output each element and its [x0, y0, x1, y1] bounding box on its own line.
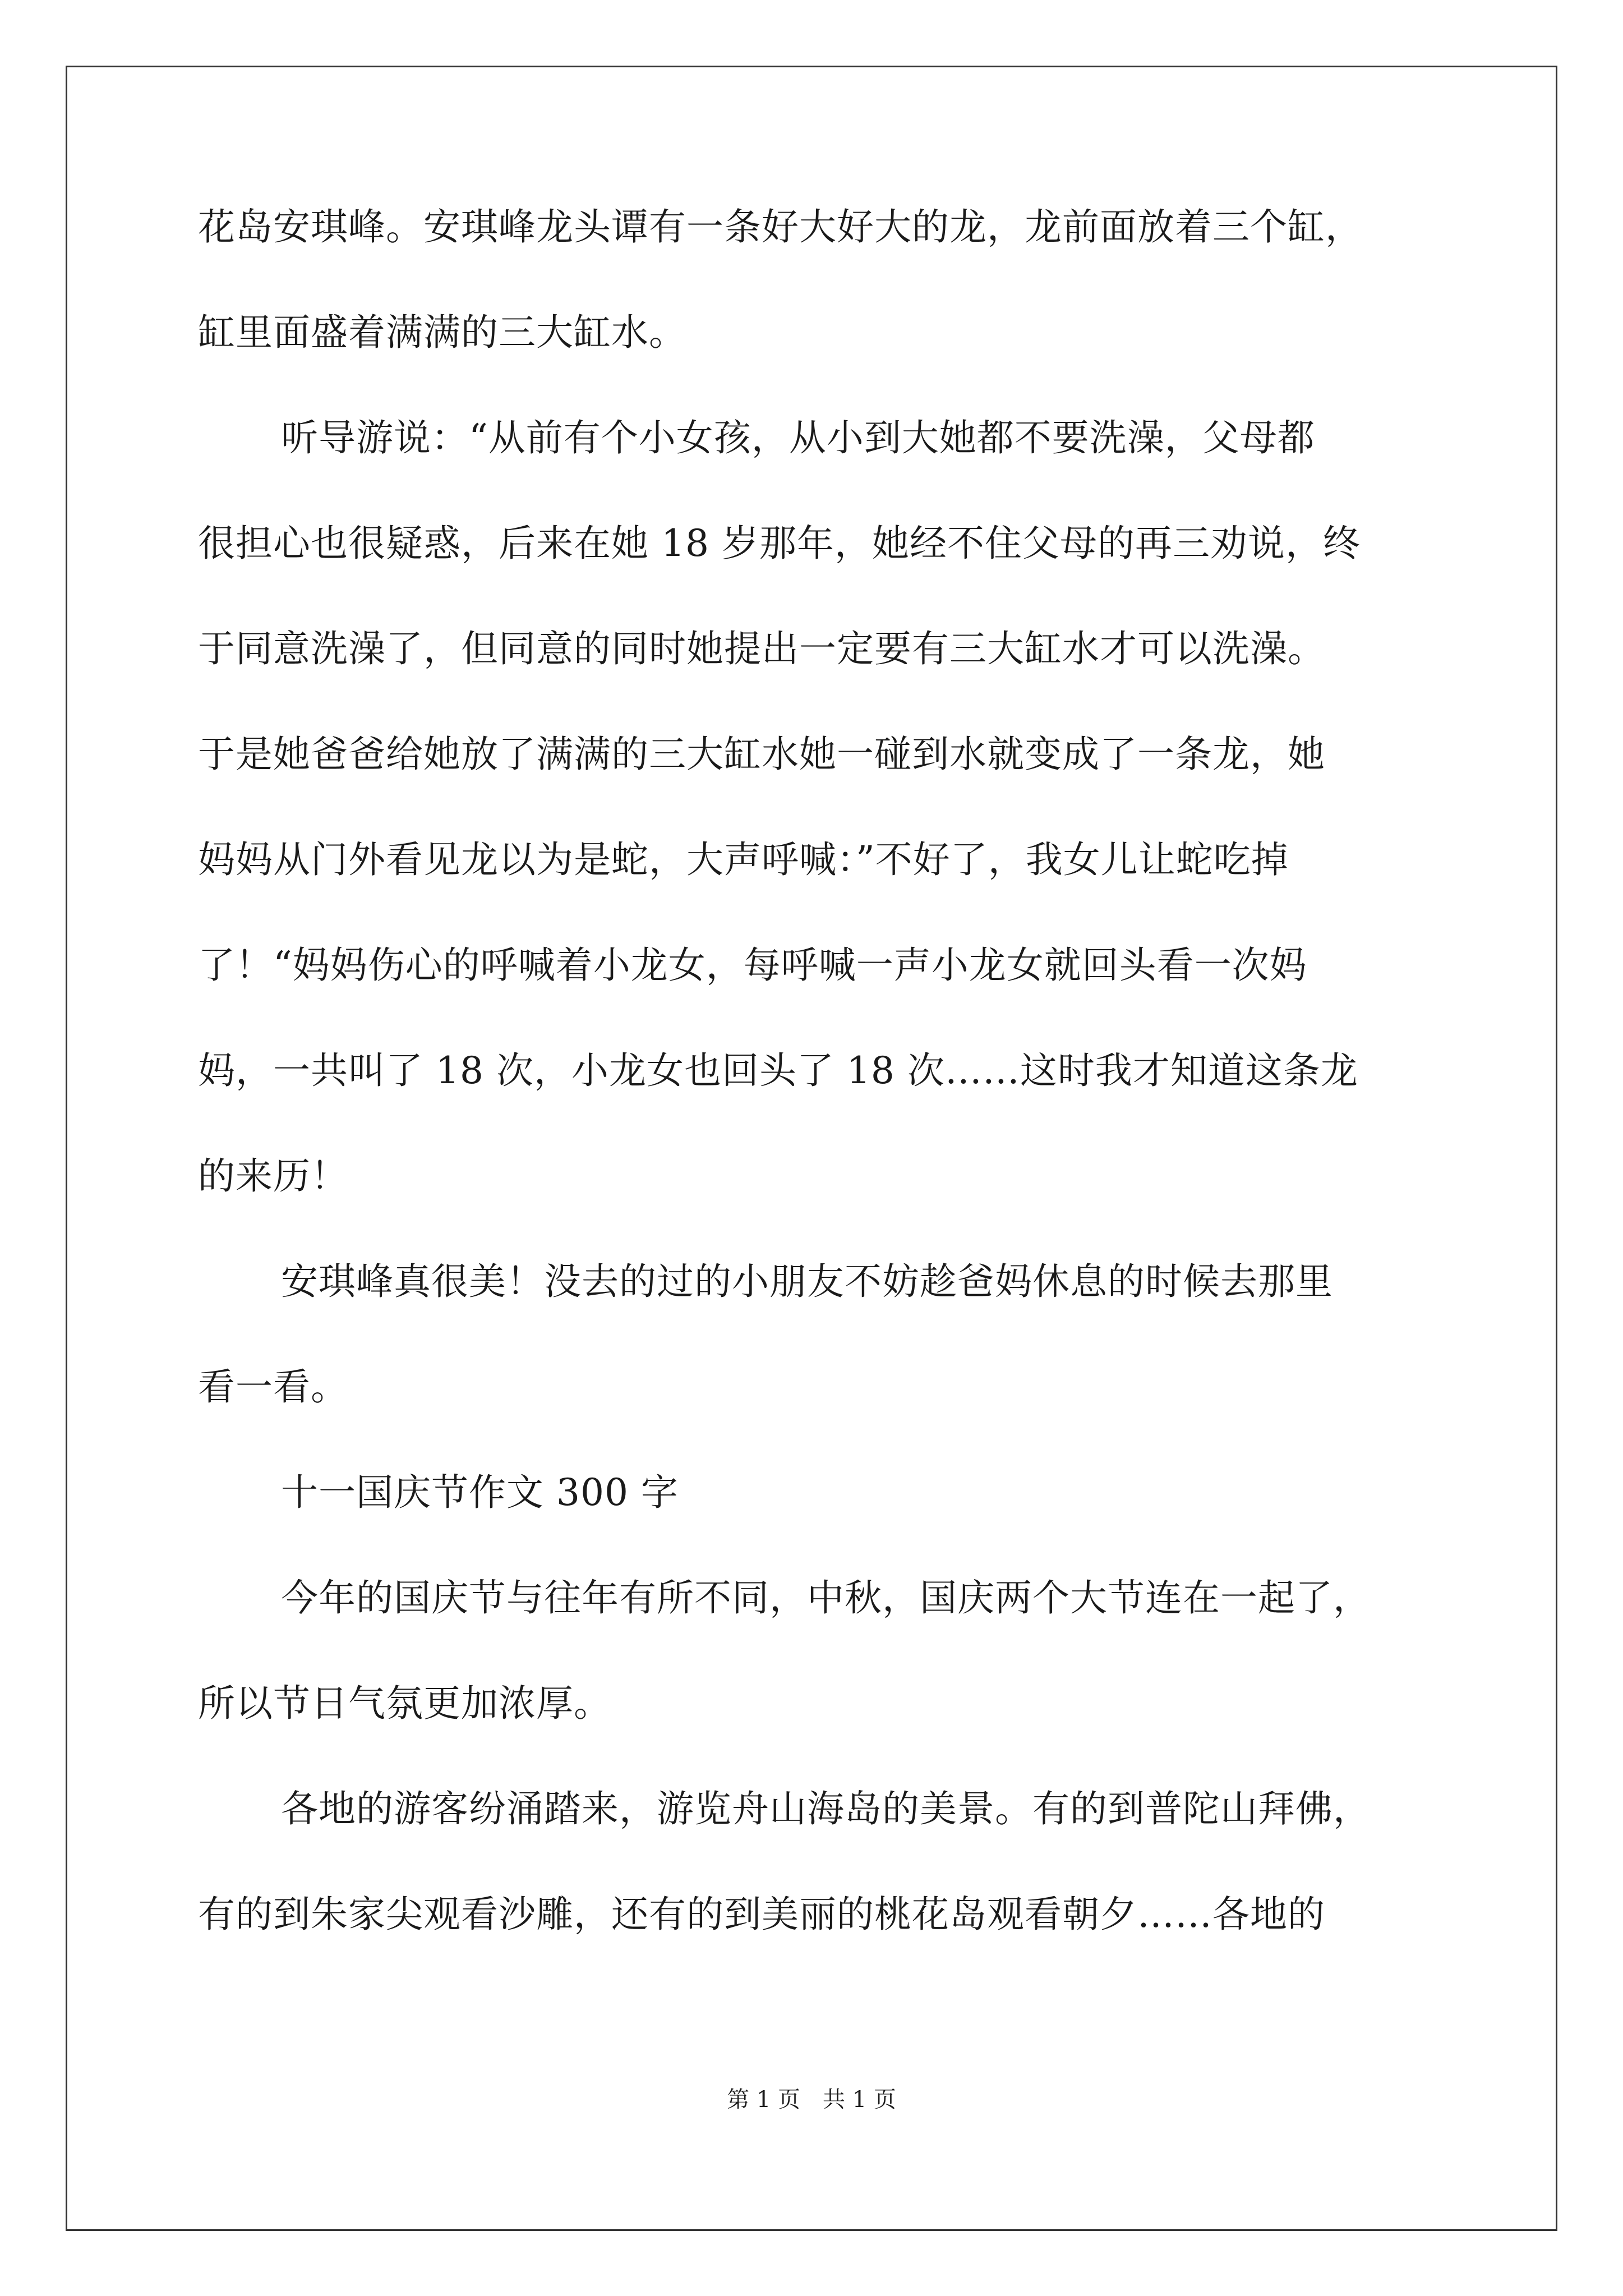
- text-line: 各地的游客纷涌踏来，游览舟山海岛的美景。有的到普陀山拜佛，: [281, 1787, 1371, 1830]
- text-line: 有的到朱家尖观看沙雕，还有的到美丽的桃花岛观看朝夕……各地的: [198, 1893, 1325, 1936]
- text-line: 听导游说：“从前有个小女孩，从小到大她都不要洗澡，父母都: [281, 416, 1315, 459]
- text-line: 缸里面盛着满满的三大缸水。: [198, 311, 686, 354]
- text-line: 的来历！: [198, 1154, 348, 1198]
- text-line: 了！“妈妈伤心的呼喊着小龙女，每呼喊一声小龙女就回头看一次妈: [198, 944, 1307, 987]
- text-line: 花岛安琪峰。安琪峰龙头谭有一条好大好大的龙，龙前面放着三个缸，: [198, 205, 1363, 249]
- text-line: 很担心也很疑惑，后来在她 18 岁那年，她经不住父母的再三劝说，终: [198, 522, 1361, 565]
- text-line: 于是她爸爸给她放了满满的三大缸水她一碰到水就变成了一条龙，她: [198, 733, 1325, 776]
- text-line: 妈妈从门外看见龙以为是蛇，大声呼喊：”不好了，我女儿让蛇吃掉: [198, 838, 1289, 881]
- text-line: 安琪峰真很美！没去的过的小朋友不妨趁爸妈休息的时候去那里: [281, 1260, 1333, 1303]
- text-line: 所以节日气氛更加浓厚。: [198, 1682, 611, 1725]
- text-line: 看一看。: [198, 1365, 348, 1409]
- text-line: 于同意洗澡了，但同意的同时她提出一定要有三大缸水才可以洗澡。: [198, 627, 1325, 670]
- section-heading: 十一国庆节作文 300 字: [281, 1471, 679, 1514]
- page-footer: 第 1 页 共 1 页: [727, 2087, 896, 2113]
- text-line: 今年的国庆节与往年有所不同，中秋，国庆两个大节连在一起了，: [281, 1576, 1371, 1619]
- text-line: 妈，一共叫了 18 次，小龙女也回头了 18 次……这时我才知道这条龙: [198, 1049, 1358, 1092]
- document-body: [198, 199, 1432, 1992]
